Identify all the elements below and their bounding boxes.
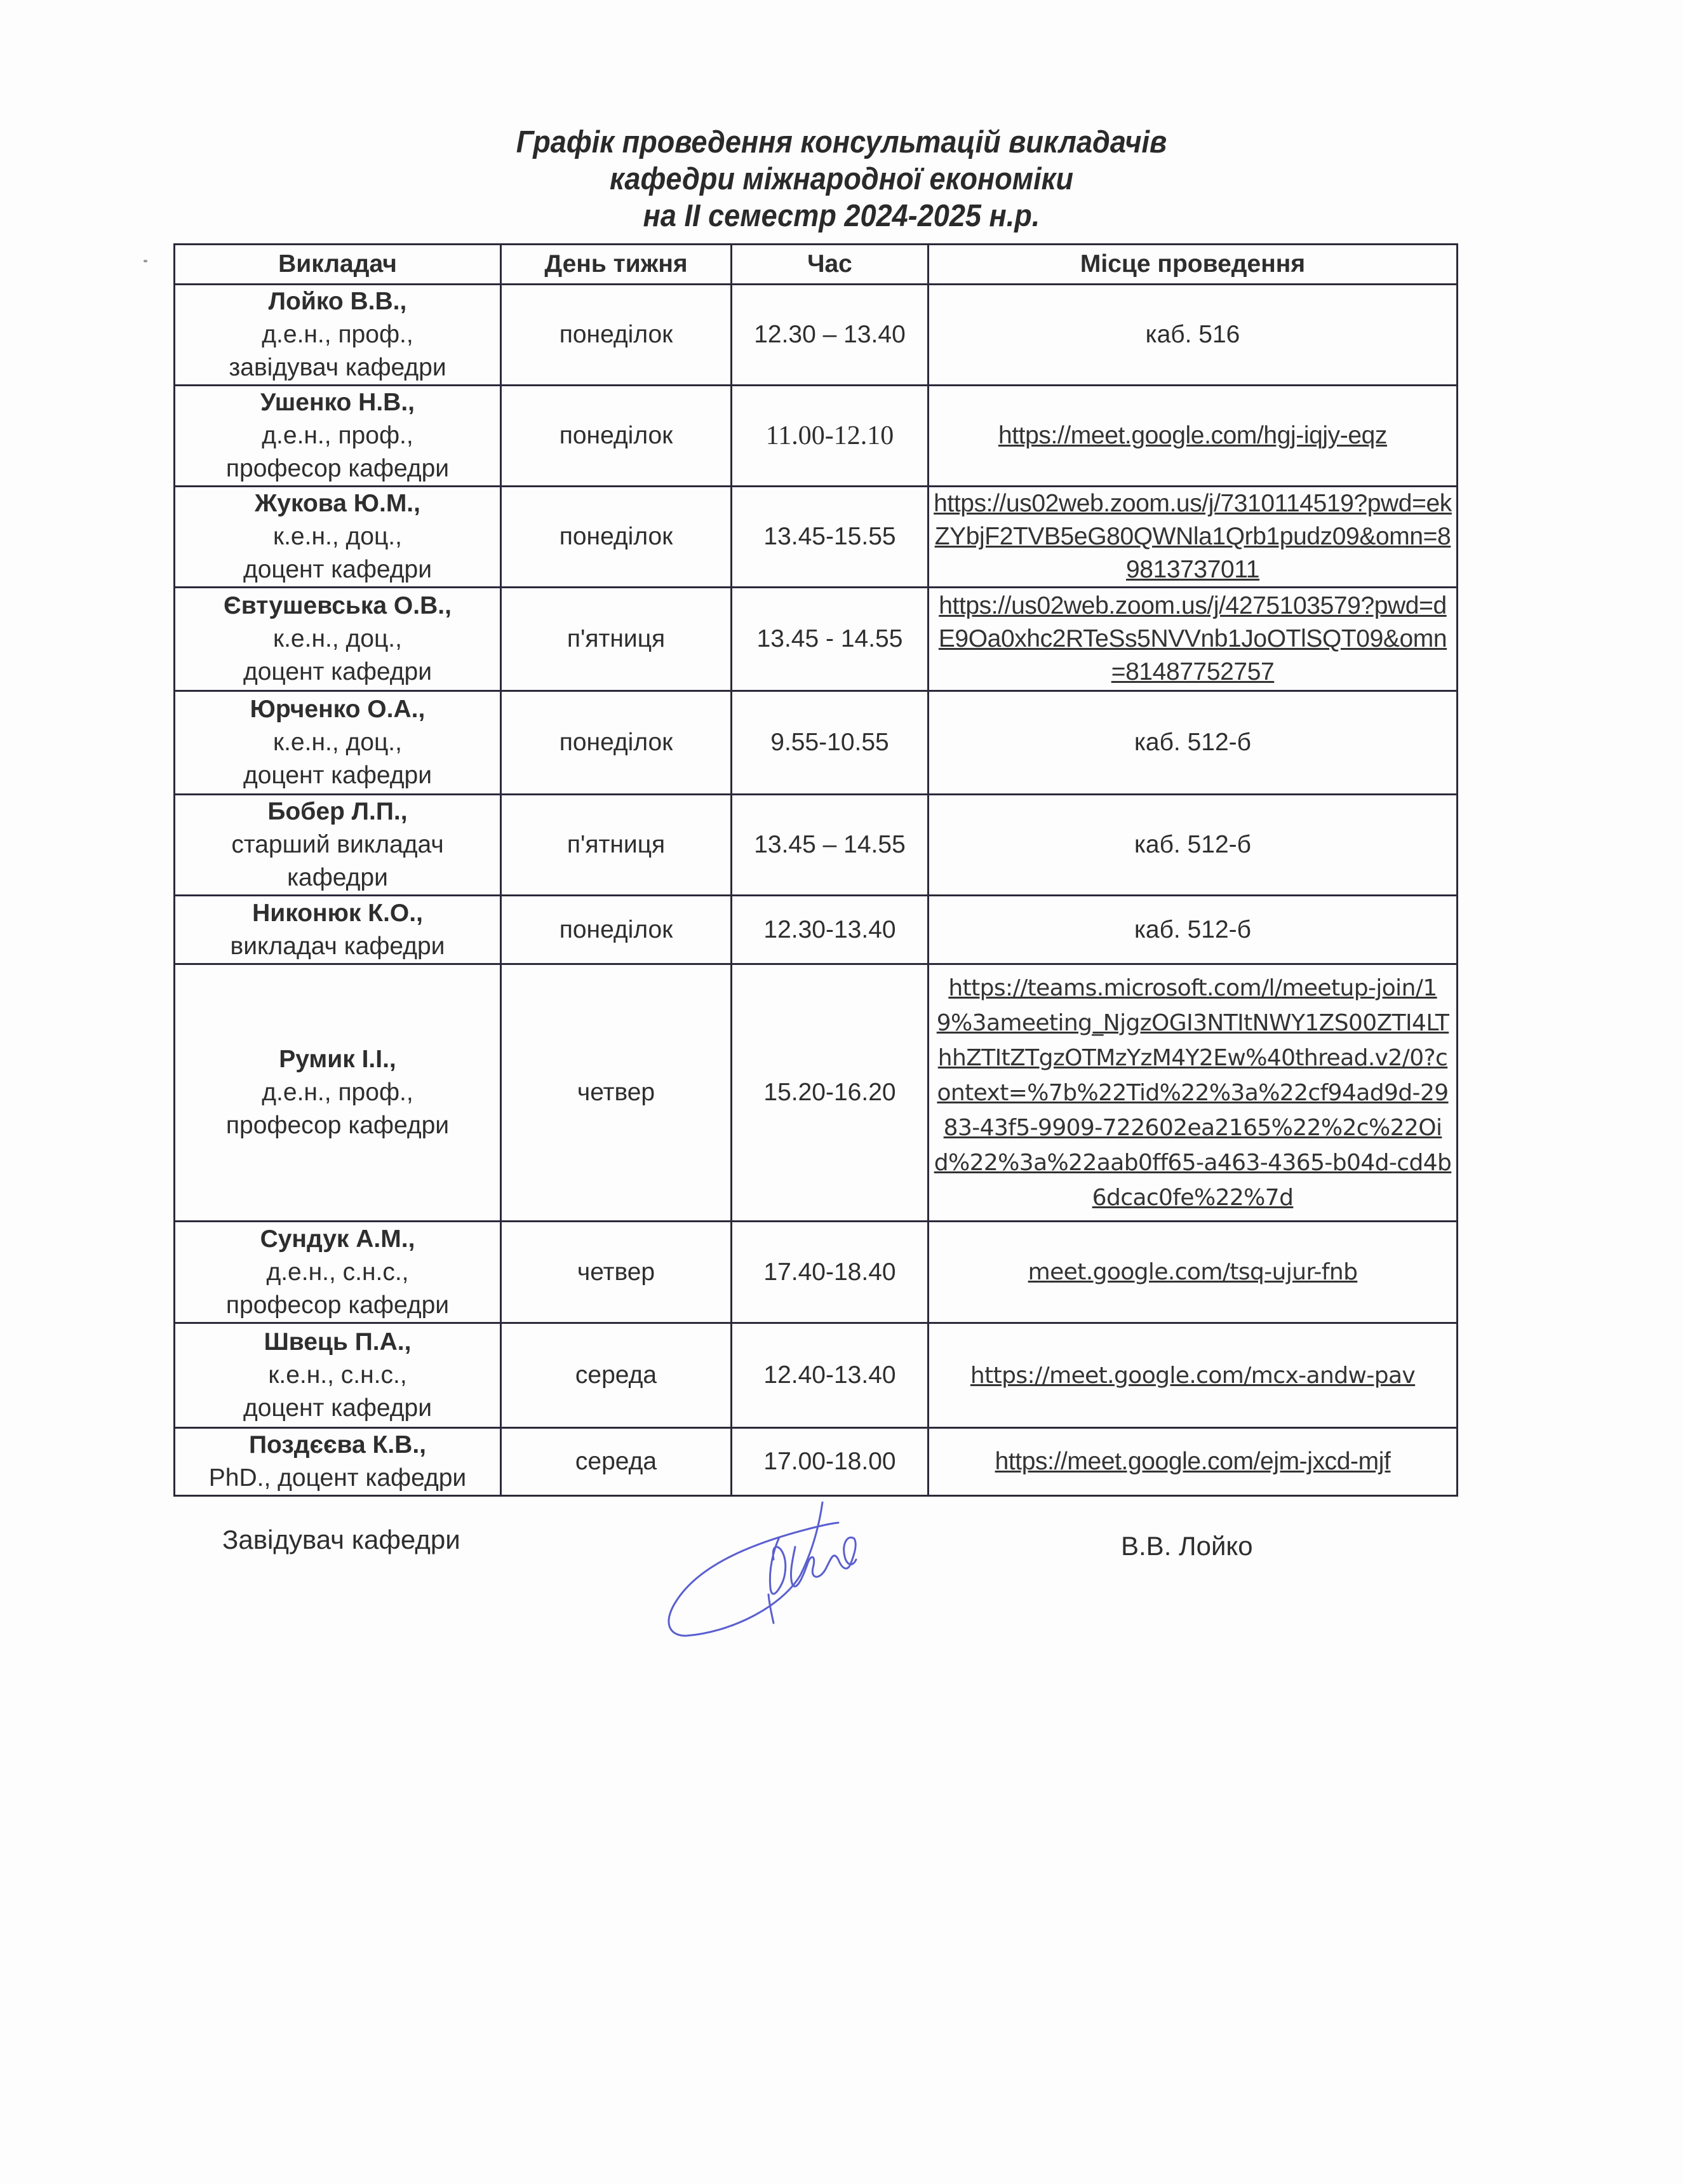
teacher-position: кафедри	[287, 864, 388, 891]
place-cell	[929, 1428, 1458, 1496]
teacher-name: Юрченко О.А.,	[250, 696, 426, 723]
meeting-link[interactable]: https://meet.google.com/mcx-andw-pav	[970, 1362, 1416, 1389]
teacher-name: Жукова Ю.М.,	[255, 490, 420, 517]
table-row	[175, 896, 1458, 964]
teacher-name: Сундук А.М.,	[260, 1225, 415, 1253]
teacher-name: Євтушевська О.В.,	[224, 592, 452, 619]
place-cell	[929, 487, 1458, 588]
day-cell: понеділок	[501, 487, 732, 588]
place-cell: каб. 512-б	[929, 691, 1458, 795]
table-row	[175, 487, 1458, 588]
table-row	[175, 795, 1458, 896]
day-cell: четвер	[501, 1222, 732, 1323]
time-cell: 17.00-18.00	[732, 1428, 929, 1496]
time-cell: 15.20-16.20	[732, 964, 929, 1222]
table-row	[175, 588, 1458, 691]
time-cell: 12.30-13.40	[732, 896, 929, 964]
teacher-name: Ушенко Н.В.,	[260, 389, 415, 416]
day-cell: понеділок	[501, 691, 732, 795]
table-row	[175, 1323, 1458, 1428]
consultation-schedule-table	[173, 243, 1458, 1497]
title-line-2: кафедри міжнародної економіки	[609, 162, 1074, 196]
head-of-department-label: Завідувач кафедри	[222, 1525, 460, 1554]
teacher-name: Лойко В.В.,	[268, 288, 407, 315]
head-of-department-name: В.В. Лойко	[1121, 1531, 1253, 1561]
meeting-link[interactable]: meet.google.com/tsq-ujur-fnb	[1028, 1259, 1358, 1285]
title-line-1: Графік проведення консультацій викладачів	[516, 125, 1167, 159]
place-cell	[929, 1222, 1458, 1323]
day-cell: середа	[501, 1323, 732, 1428]
time-cell: 12.30 – 13.40	[732, 285, 929, 386]
table-row	[175, 285, 1458, 386]
meeting-link[interactable]: https://us02web.zoom.us/j/4275103579?pwd=dE9Oa0xhc2RTeSs5NVVnb1JoOTlSQT09&omn=81487752757	[938, 592, 1447, 685]
place-cell	[929, 588, 1458, 691]
teacher-position: доцент кафедри	[243, 1394, 432, 1422]
table-row	[175, 691, 1458, 795]
table-row	[175, 964, 1458, 1222]
teacher-degree: к.е.н., доц.,	[273, 729, 402, 756]
teacher-cell	[175, 691, 501, 795]
teacher-cell	[175, 964, 501, 1222]
meeting-link[interactable]: https://meet.google.com/ejm-jxcd-mjf	[995, 1448, 1391, 1475]
meeting-link[interactable]: https://us02web.zoom.us/j/7310114519?pwd=ekZYbjF2TVB5eG80QWNla1Qrb1pudz09&omn=89813737011	[934, 490, 1452, 583]
teacher-position: доцент кафедри	[243, 762, 432, 789]
scan-speck	[144, 260, 147, 262]
teacher-degree: PhD., доцент кафедри	[208, 1464, 467, 1492]
teacher-name: Поздєєва К.В.,	[248, 1431, 427, 1459]
title-line-3: на ІІ семестр 2024-2025 н.р.	[643, 199, 1040, 233]
teacher-cell	[175, 1323, 501, 1428]
place-cell: каб. 512-б	[929, 896, 1458, 964]
time-cell: 9.55-10.55	[732, 691, 929, 795]
time-cell: 17.40-18.40	[732, 1222, 929, 1323]
teacher-position: професор кафедри	[225, 1291, 450, 1319]
day-cell: понеділок	[501, 896, 732, 964]
table-row	[175, 1428, 1458, 1496]
teacher-name: Никонюк К.О.,	[252, 899, 423, 927]
time-cell: 12.40-13.40	[732, 1323, 929, 1428]
teacher-degree: викладач кафедри	[230, 932, 445, 960]
day-cell: понеділок	[501, 285, 732, 386]
place-cell	[929, 1323, 1458, 1428]
day-cell: четвер	[501, 964, 732, 1222]
time-cell: 13.45-15.55	[732, 487, 929, 588]
teacher-cell	[175, 1222, 501, 1323]
teacher-position: професор кафедри	[225, 455, 450, 482]
place-cell	[929, 964, 1458, 1222]
time-cell: 11.00-12.10	[732, 386, 929, 487]
teacher-cell	[175, 487, 501, 588]
place-cell	[929, 386, 1458, 487]
teacher-cell	[175, 896, 501, 964]
teacher-degree: к.е.н., с.н.с.,	[268, 1361, 407, 1389]
teacher-degree: д.е.н., проф.,	[262, 321, 413, 348]
table-header-row	[175, 245, 1458, 285]
teacher-position: доцент кафедри	[243, 658, 432, 685]
table-row	[175, 1222, 1458, 1323]
teacher-name: Швець П.А.,	[264, 1328, 412, 1356]
teacher-cell	[175, 386, 501, 487]
meeting-link[interactable]: https://meet.google.com/hgj-iqjy-eqz	[998, 422, 1388, 449]
header-time: Час	[732, 245, 929, 285]
teacher-name: Румик І.І.,	[279, 1046, 396, 1073]
teacher-cell	[175, 1428, 501, 1496]
document-title	[67, 124, 1616, 234]
signature-icon	[629, 1499, 959, 1645]
day-cell: середа	[501, 1428, 732, 1496]
teacher-name: Бобер Л.П.,	[267, 798, 408, 825]
meeting-link[interactable]: https://teams.microsoft.com/l/meetup-join/19%3ameeting_NjgzOGI3NTItNWY1ZS00ZTI4LThhZTItZTgzOTMzYzM4Y2Ew%40thread.v2/0?context=%7b%22Tid%22%3a%22cf94ad9d-2983-43f5-9909-722602ea2165%22%2c%22Oid%22%3a%22aab0ff65-a463-4365-b04d-cd4b6dcac0fe%22%7d	[934, 974, 1452, 1211]
table-row	[175, 386, 1458, 487]
teacher-degree: д.е.н., проф.,	[262, 422, 413, 449]
teacher-cell	[175, 588, 501, 691]
teacher-cell	[175, 795, 501, 896]
day-cell: п'ятниця	[501, 795, 732, 896]
teacher-degree: д.е.н., проф.,	[262, 1079, 413, 1106]
day-cell: понеділок	[501, 386, 732, 487]
time-cell: 13.45 - 14.55	[732, 588, 929, 691]
header-teacher: Викладач	[175, 245, 501, 285]
teacher-degree: к.е.н., доц.,	[273, 523, 402, 550]
day-cell: п'ятниця	[501, 588, 732, 691]
place-cell: каб. 516	[929, 285, 1458, 386]
time-cell: 13.45 – 14.55	[732, 795, 929, 896]
header-place: Місце проведення	[929, 245, 1458, 285]
teacher-degree: д.е.н., с.н.с.,	[266, 1258, 409, 1286]
place-cell: каб. 512-б	[929, 795, 1458, 896]
teacher-position: професор кафедри	[225, 1112, 450, 1139]
header-day: День тижня	[501, 245, 732, 285]
teacher-degree: к.е.н., доц.,	[273, 625, 402, 652]
teacher-degree: старший викладач	[231, 831, 444, 858]
teacher-position: завідувач кафедри	[229, 354, 446, 381]
teacher-cell	[175, 285, 501, 386]
teacher-position: доцент кафедри	[243, 556, 432, 583]
